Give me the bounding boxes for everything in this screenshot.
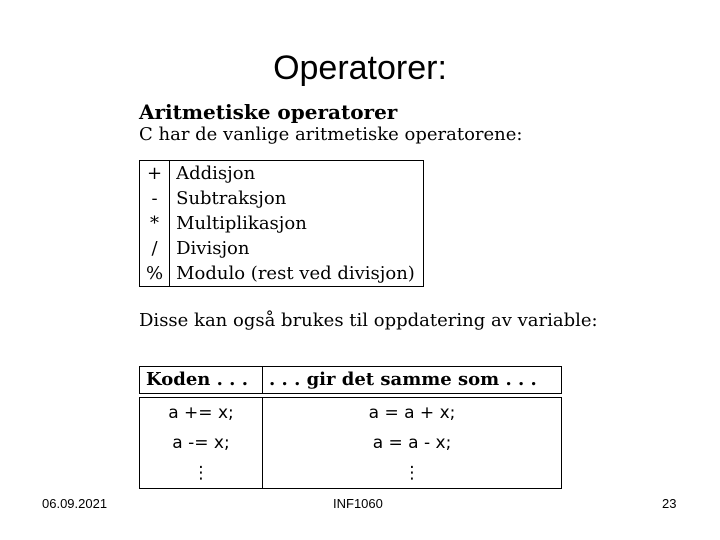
equivalence-table <box>139 366 562 489</box>
footer-date: 06.09.2021 <box>42 496 108 511</box>
operator-symbol: * <box>140 211 170 236</box>
operator-row <box>140 161 424 187</box>
operator-name: Addisjon <box>176 163 256 184</box>
section-heading: Aritmetiske operatorer <box>139 100 398 124</box>
operator-row <box>140 186 424 211</box>
operator-name: Multiplikasjon <box>176 213 307 234</box>
same-cell: a = a - x; <box>263 428 562 458</box>
code-cell: a -= x; <box>140 428 263 458</box>
operator-name: Divisjon <box>176 238 250 259</box>
footer-course: INF1060 <box>333 496 383 511</box>
operator-symbol: % <box>140 261 170 287</box>
update-paragraph: Disse kan også brukes til oppdatering av variable: <box>139 310 598 331</box>
header-code: Koden . . . <box>140 367 263 394</box>
header-same: . . . gir det samme som . . . <box>263 367 562 394</box>
operator-name: Subtraksjon <box>176 188 287 209</box>
footer-page-number: 23 <box>662 496 677 511</box>
operators-table <box>139 160 424 287</box>
operator-row <box>140 211 424 236</box>
operator-name: Modulo (rest ved divisjon) <box>176 263 415 284</box>
equivalence-header-row <box>140 367 562 394</box>
code-cell: a += x; <box>140 398 263 429</box>
equivalence-row <box>140 428 562 458</box>
equivalence-row <box>140 458 562 489</box>
operator-symbol: + <box>140 161 170 187</box>
operator-row <box>140 261 424 287</box>
same-cell: ⋮ <box>263 458 562 489</box>
code-cell: ⋮ <box>140 458 263 489</box>
slide-content <box>139 100 619 483</box>
equivalence-row <box>140 398 562 429</box>
same-cell: a = a + x; <box>263 398 562 429</box>
operator-symbol: - <box>140 186 170 211</box>
operator-row <box>140 236 424 261</box>
intro-text: C har de vanlige aritmetiske operatorene: <box>139 124 523 145</box>
operator-symbol: / <box>140 236 170 261</box>
slide-title: Operatorer: <box>273 49 447 87</box>
